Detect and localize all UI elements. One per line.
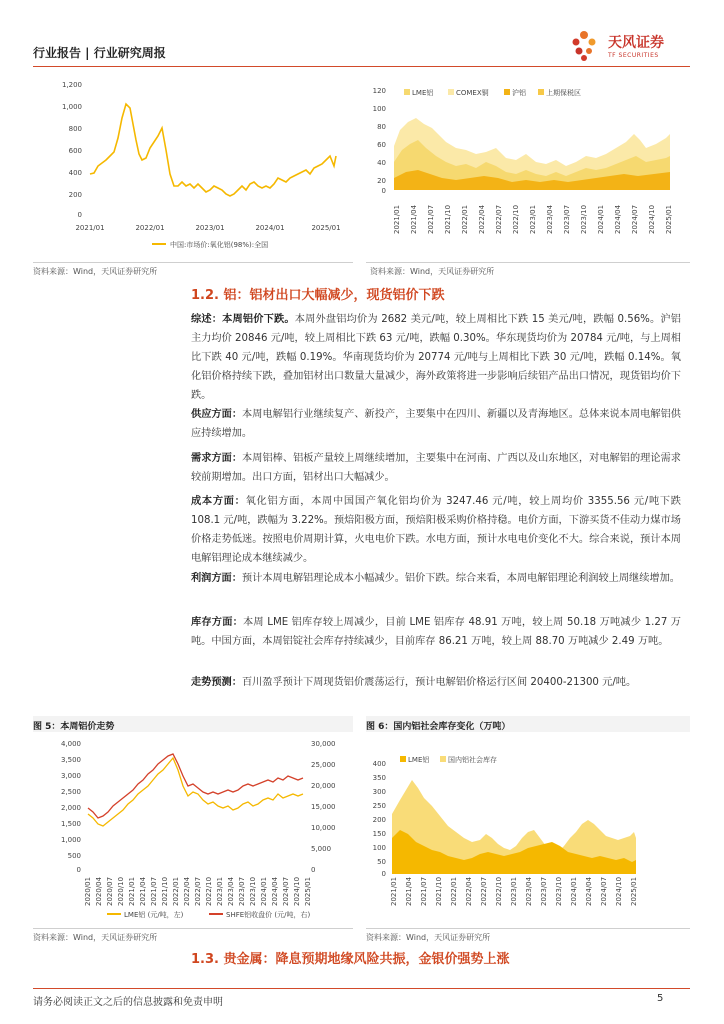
legend-label: SHFE铝收盘价 (元/吨，右) bbox=[226, 911, 311, 919]
paragraph-text: 本周 LME 铝库存较上周减少，目前 LME 铝库存 48.91 万吨，较上周 50.18 万吨减少 1.27 万吨。中国方面，本周铝锭社会库存持续减少，目前库存 86.21 万吨，较上周 88.70 万吨减少 2.49 万吨。 bbox=[191, 617, 681, 647]
y-tick: 0 bbox=[76, 866, 81, 874]
paragraph-label: 供应方面： bbox=[191, 409, 243, 420]
y-tick: 0 bbox=[381, 870, 386, 878]
legend-label: 沪铝 bbox=[512, 89, 526, 97]
paragraph-label: 走势预测： bbox=[191, 677, 242, 688]
legend bbox=[404, 88, 581, 97]
x-axis-ticks bbox=[84, 876, 312, 906]
y-tick: 1,000 bbox=[61, 103, 82, 111]
x-tick: 2022/10 bbox=[512, 204, 520, 234]
paragraph-summary bbox=[191, 310, 681, 405]
paragraph-text: 百川盈孚预计下周现货铝价震荡运行，预计电解铝价格运行区间 20400-21300 元/吨。 bbox=[241, 677, 637, 688]
legend-label: 国内铝社会库存 bbox=[448, 756, 497, 764]
y-tick: 400 bbox=[68, 169, 82, 177]
x-tick: 2024/01 bbox=[260, 876, 268, 906]
x-tick: 2022/01 bbox=[450, 876, 458, 906]
x-tick: 2023/10 bbox=[555, 876, 563, 906]
paragraph-label: 利润方面： bbox=[191, 573, 242, 584]
logo-subtitle: TF SECURITIES bbox=[608, 52, 659, 59]
x-tick: 2022/07 bbox=[495, 204, 503, 234]
y-tick: 2,000 bbox=[60, 804, 81, 812]
y-tick: 5,000 bbox=[311, 845, 332, 853]
x-tick: 2025/01 bbox=[630, 876, 638, 906]
x-tick: 2021/04 bbox=[405, 876, 413, 906]
y-axis-ticks bbox=[62, 81, 82, 219]
y-tick: 120 bbox=[372, 87, 386, 95]
y-right-ticks bbox=[311, 740, 336, 874]
x-tick: 2021/10 bbox=[435, 876, 443, 906]
x-tick: 2022/04 bbox=[183, 876, 191, 906]
paragraph-forecast bbox=[191, 673, 681, 692]
x-tick: 2022/07 bbox=[194, 876, 202, 906]
paragraph-supply bbox=[191, 405, 681, 443]
y-tick: 1,000 bbox=[60, 836, 81, 844]
paragraph-text: 氧化铝方面，本周中国国产氧化铝均价为 3247.46 元/吨，较上周均价 3355.56 元/吨下跌 108.1 元/吨，跌幅为 3.22%。预焙阳极方面，预焙阳极采购价格持稳。电价方面，下游买货不佳动力煤市场价格走势低迷。按照电价周期计算，火电电价下跌。水电方面，预计水电电价变化不大。综合来说，预计本周电解铝理论成本继续减少。 bbox=[191, 496, 681, 564]
x-tick: 2023/01 bbox=[529, 204, 537, 234]
legend bbox=[400, 755, 497, 764]
y-tick: 150 bbox=[372, 830, 386, 838]
x-tick: 2021/07 bbox=[420, 876, 428, 906]
y-tick: 400 bbox=[372, 760, 386, 768]
y-tick: 50 bbox=[377, 858, 386, 866]
legend-swatch bbox=[504, 89, 510, 95]
x-tick: 2024/04 bbox=[585, 876, 593, 906]
y-tick: 1,500 bbox=[60, 820, 81, 828]
paragraph-profit bbox=[191, 569, 681, 588]
x-tick: 2022/07 bbox=[480, 876, 488, 906]
paragraph-label: 综述：本周铝价下跌。 bbox=[191, 314, 295, 325]
y-tick: 250 bbox=[372, 802, 386, 810]
y-tick: 100 bbox=[372, 844, 386, 852]
y-tick: 800 bbox=[68, 125, 82, 133]
shfe-aluminum-line bbox=[88, 754, 303, 818]
y-axis-ticks bbox=[373, 87, 386, 195]
legend-label: 中国:市场价:氧化铝(98%):全国 bbox=[170, 241, 269, 249]
x-tick: 2020/04 bbox=[95, 876, 103, 906]
figure-title: 图 5：本周铝价走势 bbox=[33, 722, 115, 732]
alumina-price-chart bbox=[60, 78, 350, 258]
x-tick: 2020/10 bbox=[117, 876, 125, 906]
paragraph-demand bbox=[191, 449, 681, 487]
y-tick: 60 bbox=[377, 141, 386, 149]
x-tick: 2024/04 bbox=[614, 204, 622, 234]
paragraph-text: 本周电解铝行业继续复产、新投产，主要集中在四川、新疆以及青海地区。总体来说本周电解铝供应持续增加。 bbox=[191, 409, 681, 439]
y-tick: 0 bbox=[381, 187, 386, 195]
x-tick: 2021/04 bbox=[139, 876, 147, 906]
legend-label: 上期保税区 bbox=[546, 89, 581, 97]
legend-swatch bbox=[404, 89, 410, 95]
x-tick: 2024/07 bbox=[282, 876, 290, 906]
x-tick: 2022/10 bbox=[205, 876, 213, 906]
x-tick: 2023/04 bbox=[227, 876, 235, 906]
y-tick: 3,000 bbox=[60, 772, 81, 780]
y-tick: 300 bbox=[372, 788, 386, 796]
y-tick: 200 bbox=[68, 191, 82, 199]
x-tick: 2023/01 bbox=[216, 876, 224, 906]
y-tick: 4,000 bbox=[60, 740, 81, 748]
x-tick: 2024/07 bbox=[631, 204, 639, 234]
x-axis-ticks bbox=[390, 876, 638, 906]
x-axis-ticks bbox=[393, 204, 673, 234]
header-divider bbox=[33, 66, 690, 67]
legend-label: LME铝 (元/吨，左) bbox=[124, 911, 184, 919]
legend-swatch bbox=[400, 756, 406, 762]
paragraph-label: 需求方面： bbox=[191, 453, 243, 464]
x-tick: 2025/01 bbox=[304, 876, 312, 906]
y-tick: 600 bbox=[68, 147, 82, 155]
x-tick: 2021/01 bbox=[393, 204, 401, 234]
paragraph-inventory bbox=[191, 613, 681, 651]
x-tick: 2022/10 bbox=[495, 876, 503, 906]
x-tick: 2024/01 bbox=[597, 204, 605, 234]
y-tick: 30,000 bbox=[311, 740, 336, 748]
x-tick: 2021/10 bbox=[444, 204, 452, 234]
x-tick: 2023/10 bbox=[249, 876, 257, 906]
y-tick: 100 bbox=[372, 105, 386, 113]
x-tick: 2023/07 bbox=[563, 204, 571, 234]
paragraph-text: 预计本周电解铝理论成本小幅减少。铝价下跌。综合来看，本周电解铝理论利润较上周继续增加。 bbox=[241, 573, 680, 584]
y-tick: 80 bbox=[377, 123, 386, 131]
divider bbox=[33, 262, 353, 263]
y-tick: 40 bbox=[377, 159, 386, 167]
y-tick: 0 bbox=[311, 866, 316, 874]
x-tick: 2024/01 bbox=[570, 876, 578, 906]
x-tick: 2024/04 bbox=[271, 876, 279, 906]
x-tick: 2024/10 bbox=[615, 876, 623, 906]
source-note: 资料来源：Wind，天风证券研究所 bbox=[370, 267, 495, 276]
y-tick: 15,000 bbox=[311, 803, 336, 811]
y-tick: 200 bbox=[372, 816, 386, 824]
x-tick: 2022/01 bbox=[172, 876, 180, 906]
inventory-stack-chart bbox=[366, 78, 691, 258]
x-tick: 2021/01 bbox=[128, 876, 136, 906]
section-title: 1.2. 铝：铝材出口大幅减少，现货铝价下跌 bbox=[191, 288, 445, 303]
x-tick: 2023/04 bbox=[525, 876, 533, 906]
x-tick: 2022/04 bbox=[465, 876, 473, 906]
footer-disclaimer: 请务必阅读正文之后的信息披露和免责申明 bbox=[33, 997, 223, 1008]
x-tick: 2024/10 bbox=[293, 876, 301, 906]
x-tick: 2024/01 bbox=[255, 224, 285, 232]
x-tick: 2022/04 bbox=[478, 204, 486, 234]
paragraph-cost bbox=[191, 492, 681, 568]
x-axis-ticks bbox=[75, 224, 340, 232]
x-tick: 2025/01 bbox=[665, 204, 673, 234]
paragraph-label: 库存方面： bbox=[191, 617, 244, 628]
x-tick: 2022/01 bbox=[461, 204, 469, 234]
divider bbox=[366, 928, 690, 929]
paragraph-label: 成本方面： bbox=[191, 496, 246, 507]
y-tick: 25,000 bbox=[311, 761, 336, 769]
logo-name: 天风证券 bbox=[608, 35, 664, 51]
divider bbox=[366, 262, 690, 263]
y-tick: 10,000 bbox=[311, 824, 336, 832]
y-tick: 20,000 bbox=[311, 782, 336, 790]
y-tick: 20 bbox=[377, 177, 386, 185]
divider bbox=[33, 928, 353, 929]
footer-divider bbox=[33, 988, 690, 989]
x-tick: 2021/04 bbox=[410, 204, 418, 234]
source-note: 资料来源：Wind，天风证券研究所 bbox=[366, 933, 491, 942]
x-tick: 2023/04 bbox=[546, 204, 554, 234]
aluminum-price-chart bbox=[33, 734, 353, 924]
page-number: 5 bbox=[657, 993, 664, 1004]
y-tick: 3,500 bbox=[60, 756, 81, 764]
x-tick: 2020/01 bbox=[84, 876, 92, 906]
y-tick: 350 bbox=[372, 774, 386, 782]
domestic-inventory-chart bbox=[366, 734, 690, 924]
x-tick: 2021/01 bbox=[390, 876, 398, 906]
legend-label: LME铝 bbox=[412, 89, 434, 97]
x-tick: 2023/10 bbox=[580, 204, 588, 234]
legend-swatch bbox=[538, 89, 544, 95]
legend-swatch bbox=[440, 756, 446, 762]
x-tick: 2021/07 bbox=[150, 876, 158, 906]
x-tick: 2021/10 bbox=[161, 876, 169, 906]
y-tick: 2,500 bbox=[60, 788, 81, 796]
x-tick: 2020/07 bbox=[106, 876, 114, 906]
x-tick: 2022/01 bbox=[135, 224, 165, 232]
y-left-ticks bbox=[61, 740, 81, 874]
y-axis-ticks bbox=[373, 760, 386, 878]
x-tick: 2023/07 bbox=[540, 876, 548, 906]
alumina-price-line bbox=[90, 104, 336, 196]
y-tick: 500 bbox=[67, 852, 81, 860]
x-tick: 2023/07 bbox=[238, 876, 246, 906]
source-note: 资料来源：Wind，天风证券研究所 bbox=[33, 267, 158, 276]
y-tick: 0 bbox=[77, 211, 82, 219]
x-tick: 2023/01 bbox=[195, 224, 225, 232]
figure-title: 图 6：国内铝社会库存变化（万吨） bbox=[366, 722, 511, 732]
x-tick: 2023/01 bbox=[510, 876, 518, 906]
paragraph-text: 本周外盘铝均价为 2682 美元/吨，较上周相比下跌 15 美元/吨，跌幅 0.56%。沪铝主力均价 20846 元/吨，较上周相比下跌 63 元/吨，跌幅 0.30%。华东现货均价为 20784 元/吨，与上周相比下跌 40 元/吨，跌幅 0.19%。华南现货均价为 20774 元/吨与上周相比下跌 30 元/吨，跌幅 0.14%。氧化铝价格持续下跌，叠加铝材出口数量大量减少，海外政策将进一步影响后续铝产品出口情况，现货铝均价下跌。 bbox=[191, 314, 681, 401]
paragraph-text: 本周铝棒、铝板产量较上周继续增加，主要集中在河南、广西以及山东地区，对电解铝的理论需求较前期增加。出口方面，铝材出口大幅减少。 bbox=[191, 453, 681, 483]
legend-swatch bbox=[448, 89, 454, 95]
section-title: 1.3. 贵金属：降息预期地缘风险共振，金银价强势上涨 bbox=[191, 952, 510, 967]
x-tick: 2021/01 bbox=[75, 224, 105, 232]
source-note: 资料来源：Wind，天风证券研究所 bbox=[33, 933, 158, 942]
lme-aluminum-line bbox=[88, 758, 303, 826]
x-tick: 2021/07 bbox=[427, 204, 435, 234]
x-tick: 2025/01 bbox=[311, 224, 341, 232]
y-tick: 1,200 bbox=[61, 81, 82, 89]
legend-label: COMEX铜 bbox=[456, 89, 489, 97]
legend-label: LME铝 bbox=[408, 756, 430, 764]
x-tick: 2024/10 bbox=[648, 204, 656, 234]
x-tick: 2024/07 bbox=[600, 876, 608, 906]
report-type: 行业报告 | 行业研究周报 bbox=[33, 46, 166, 60]
